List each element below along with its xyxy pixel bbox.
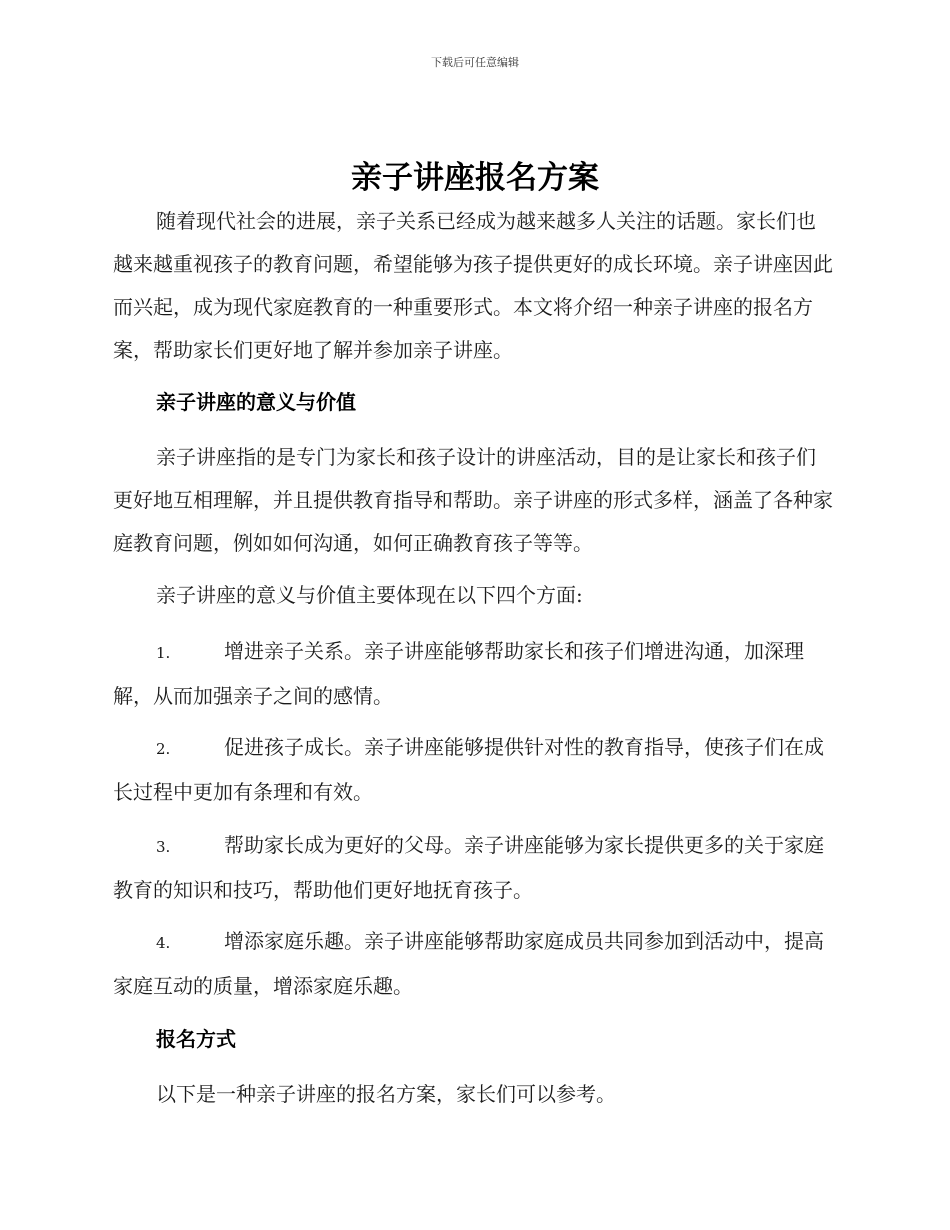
list-item bbox=[113, 920, 835, 1008]
list-item-text: 帮助家长成为更好的父母。亲子讲座能够为家长提供更多的关于家庭教育的知识和技巧，帮助他们更好地抚育孩子。 bbox=[113, 833, 824, 902]
section-heading-significance: 亲子讲座的意义与价值 bbox=[156, 390, 356, 414]
registration-paragraph: 以下是一种亲子讲座的报名方案，家长们可以参考。 bbox=[156, 1082, 616, 1106]
list-item bbox=[113, 824, 835, 912]
section-heading-registration: 报名方式 bbox=[156, 1027, 236, 1051]
list-item bbox=[113, 630, 835, 718]
list-item-number: 4. bbox=[156, 934, 171, 952]
list-item-text: 促进孩子成长。亲子讲座能够提供针对性的教育指导，使孩子们在成长过程中更加有条理和有效。 bbox=[113, 735, 824, 804]
header-note: 下载后可任意编辑 bbox=[431, 56, 519, 69]
list-item-number: 1. bbox=[156, 644, 171, 662]
list-item-text: 增添家庭乐趣。亲子讲座能够帮助家庭成员共同参加到活动中，提高家庭互动的质量，增添家庭乐趣。 bbox=[113, 929, 824, 998]
intro-paragraph: 随着现代社会的进展，亲子关系已经成为越来越多人关注的话题。家长们也越来越重视孩子的教育问题，希望能够为孩子提供更好的成长环境。亲子讲座因此而兴起，成为现代家庭教育的一种重要形式。本文将介绍一种亲子讲座的报名方案，帮助家长们更好地了解并参加亲子讲座。 bbox=[113, 209, 833, 362]
significance-intro-paragraph: 亲子讲座的意义与价值主要体现在以下四个方面: bbox=[156, 583, 583, 607]
significance-paragraph: 亲子讲座指的是专门为家长和孩子设计的讲座活动，目的是让家长和孩子们更好地互相理解，并且提供教育指导和帮助。亲子讲座的形式多样，涵盖了各种家庭教育问题，例如如何沟通，如何正确教育孩子等等。 bbox=[113, 445, 833, 555]
list-item-number: 3. bbox=[156, 838, 171, 856]
list-item-text: 增进亲子关系。亲子讲座能够帮助家长和孩子们增进沟通，加深理解，从而加强亲子之间的感情。 bbox=[113, 639, 804, 708]
list-item-number: 2. bbox=[156, 740, 171, 758]
list-item bbox=[113, 726, 835, 814]
document-title: 亲子讲座报名方案 bbox=[351, 160, 599, 196]
